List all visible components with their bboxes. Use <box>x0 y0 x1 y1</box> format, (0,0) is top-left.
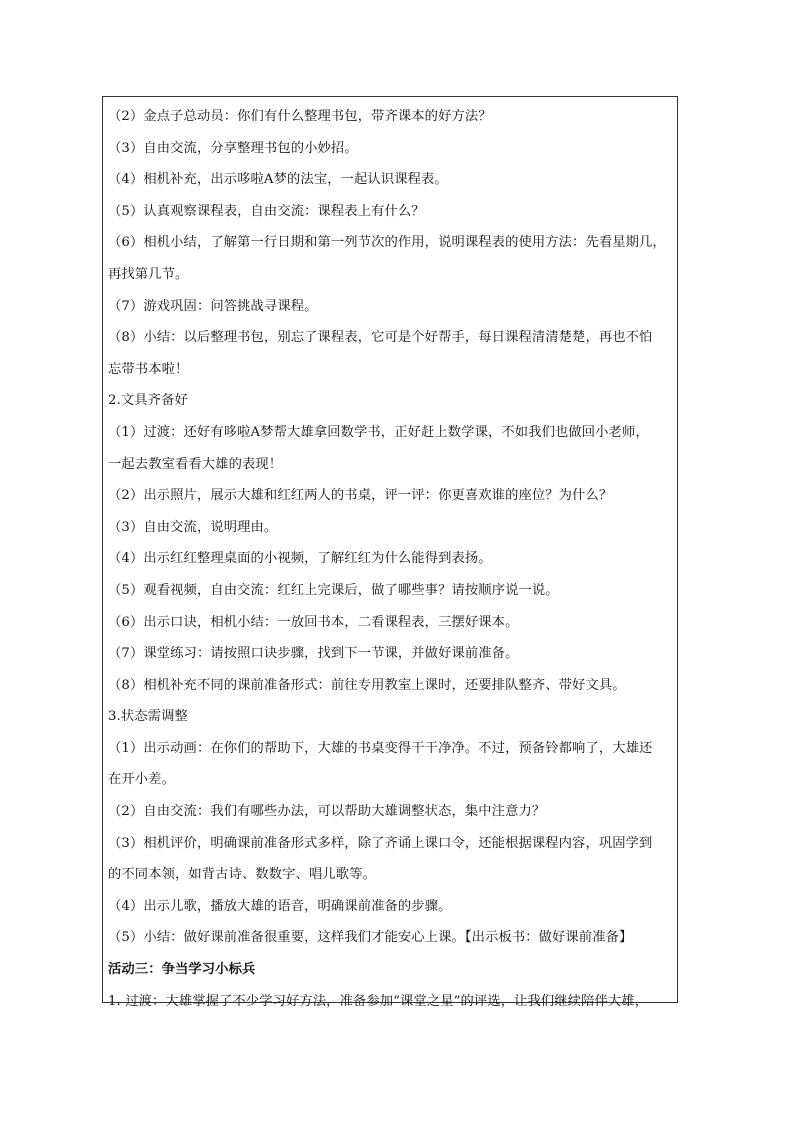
text-line: （1）过渡：还好有哆啦A梦帮大雄拿回数学书，正好赶上数学课，不如我们也做回小老师， <box>108 424 649 440</box>
text-line: （1）出示动画：在你们的帮助下，大雄的书桌变得干干净净。不过，预备铃都响了，大雄还 <box>108 740 653 756</box>
text-line: （2）出示照片，展示大雄和红红两人的书桌，评一评：你更喜欢谁的座位？为什么？ <box>108 488 613 504</box>
text-line: （3）自由交流，说明理由。 <box>108 519 278 535</box>
text-line: 1. 过渡：大雄掌握了不少学习好方法，准备参加“课堂之星”的评选，让我们继续陪伴大雄， <box>108 993 649 1009</box>
text-line: （7）课堂练习：请按照口诀步骤，找到下一节课，并做好课前准备。 <box>108 646 519 662</box>
text-line: 3.状态需调整 <box>108 709 188 725</box>
text-line: （4）出示儿歌，播放大雄的语音，明确课前准备的步骤。 <box>108 898 452 914</box>
text-line: （2）自由交流：我们有哪些办法，可以帮助大雄调整状态，集中注意力？ <box>108 804 546 820</box>
text-line: （5）小结：做好课前准备很重要，这样我们才能安心上课。【出示板书：做好课前准备】 <box>108 930 633 946</box>
text-line: （4）相机补充，出示哆啦A梦的法宝，一起认识课程表。 <box>108 172 448 188</box>
text-line: （6）相机小结，了解第一行日期和第一列节次的作用，说明课程表的使用方法：先看星期几， <box>108 235 666 251</box>
text-line: 的不同本领，如背古诗、数数字、唱儿歌等。 <box>108 867 376 883</box>
document-table-cell <box>102 96 678 1009</box>
text-line: （6）出示口诀，相机小结：一放回书本，二看课程表，三摆好课本。 <box>108 614 519 630</box>
text-line: （7）游戏巩固：问答挑战寻课程。 <box>108 298 318 314</box>
section-heading: 活动三：争当学习小标兵 <box>108 962 256 978</box>
text-line: 再找第几节。 <box>108 266 189 282</box>
text-line: 忘带书本啦！ <box>108 361 189 377</box>
text-line: 一起去教室看看大雄的表现！ <box>108 456 283 472</box>
text-line: （5）认真观察课程表，自由交流：课程表上有什么？ <box>108 203 425 219</box>
text-line: （8）相机补充不同的课前准备形式：前往专用教室上课时，还要排队整齐、带好文具。 <box>108 677 626 693</box>
text-line: （3）相机评价，明确课前准备形式多样，除了齐诵上课口令，还能根据课程内容，巩固学到 <box>108 835 653 851</box>
text-line: （5）观看视频，自由交流：红红上完课后，做了哪些事？请按顺序说一说。 <box>108 582 559 598</box>
text-line: 2.文具齐备好 <box>108 393 188 409</box>
text-line: （2）金点子总动员：你们有什么整理书包，带齐课本的好方法？ <box>108 109 492 124</box>
text-line: （4）出示红红整理桌面的小视频，了解红红为什么能得到表扬。 <box>108 551 492 567</box>
text-line: （8）小结：以后整理书包，别忘了课程表，它可是个好帮手，每日课程清清楚楚，再也不怕 <box>108 330 653 346</box>
text-line: 在开小差。 <box>108 772 175 788</box>
text-line: （3）自由交流，分享整理书包的小妙招。 <box>108 140 358 156</box>
cell-content <box>108 101 672 1017</box>
